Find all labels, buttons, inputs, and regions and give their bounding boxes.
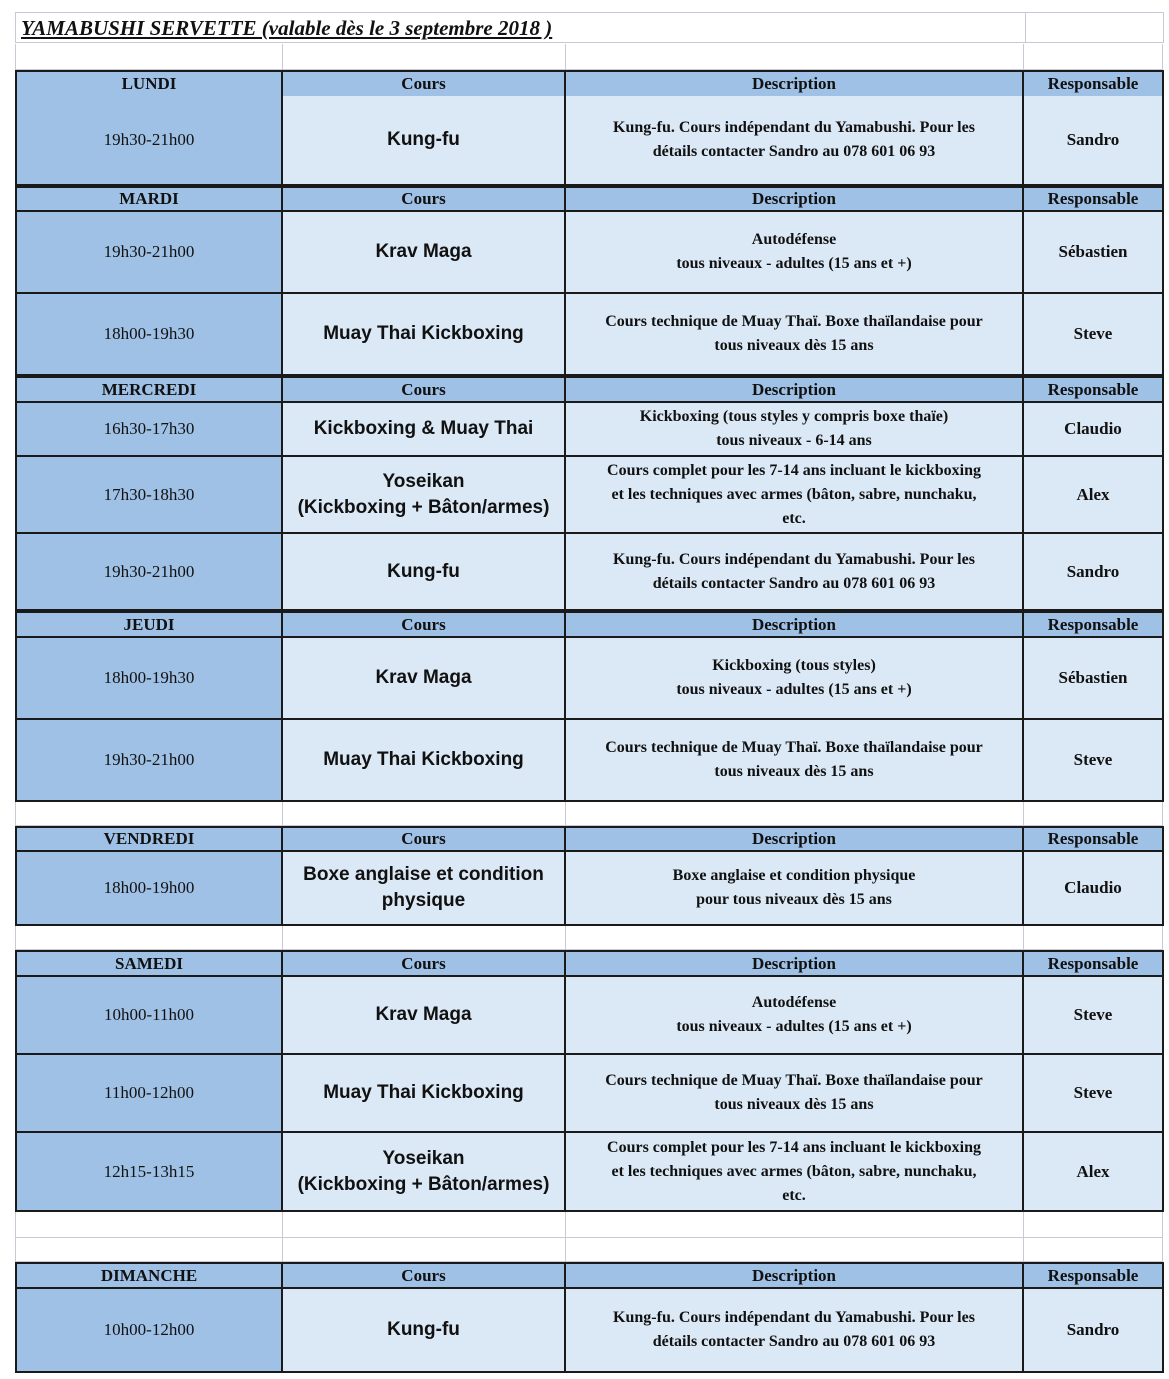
column-header-description bbox=[566, 950, 1024, 977]
responsable-cell-text: Steve bbox=[1073, 1083, 1113, 1102]
course-cell-text: Muay Thai Kickboxing bbox=[323, 749, 524, 770]
empty-cell bbox=[15, 1212, 283, 1238]
responsable-cell bbox=[1024, 403, 1164, 457]
course-cell bbox=[283, 403, 566, 457]
column-header-description-text: Description bbox=[751, 1265, 837, 1285]
time-cell bbox=[15, 1055, 283, 1133]
time-cell bbox=[15, 212, 283, 294]
table-row bbox=[0, 534, 1169, 611]
day-name-text: LUNDI bbox=[121, 74, 177, 93]
header-row-samedi bbox=[0, 950, 1169, 977]
empty-cell bbox=[566, 1238, 1024, 1262]
description-cell-text: Cours complet pour les 7-14 ans incluant le kickboxing et les techniques avec armes (bâton, sabre, nunchaku, etc. bbox=[607, 1138, 981, 1204]
course-cell bbox=[283, 294, 566, 376]
time-cell-text: 19h30-21h00 bbox=[103, 242, 195, 261]
column-header-description bbox=[566, 70, 1024, 98]
responsable-cell-text: Alex bbox=[1076, 484, 1110, 504]
empty-cell bbox=[283, 802, 566, 826]
description-cell-text: Kickboxing (tous styles) tous niveaux - adultes (15 ans et +) bbox=[676, 657, 912, 698]
day-name bbox=[15, 70, 283, 98]
responsable-cell bbox=[1024, 977, 1164, 1055]
description-cell bbox=[566, 1133, 1024, 1212]
time-cell bbox=[15, 534, 283, 611]
responsable-cell bbox=[1024, 1055, 1164, 1133]
course-cell bbox=[283, 534, 566, 611]
column-header-description-text: Description bbox=[751, 189, 837, 208]
course-cell-text: Yoseikan (Kickboxing + Bâton/armes) bbox=[297, 470, 550, 518]
course-cell bbox=[283, 1055, 566, 1133]
course-cell bbox=[283, 96, 566, 186]
column-header-description-text: Description bbox=[751, 379, 837, 399]
course-cell-text: Krav Maga bbox=[375, 241, 472, 262]
course-cell-text: Muay Thai Kickboxing bbox=[323, 323, 524, 344]
time-cell-text: 18h00-19h00 bbox=[103, 878, 195, 897]
page-title: YAMABUSHI SERVETTE (valable dès le 3 septembre 2018 ) bbox=[21, 16, 553, 40]
table-row bbox=[0, 96, 1169, 186]
responsable-cell-text: Alex bbox=[1076, 1161, 1110, 1181]
responsable-cell bbox=[1024, 720, 1164, 802]
table-row bbox=[0, 294, 1169, 376]
time-cell bbox=[15, 294, 283, 376]
responsable-cell-text: Sébastien bbox=[1058, 242, 1128, 261]
empty-cell bbox=[15, 926, 283, 950]
responsable-cell bbox=[1024, 294, 1164, 376]
empty-cell bbox=[283, 1238, 566, 1262]
day-name-text: MERCREDI bbox=[101, 379, 197, 399]
column-header-cours bbox=[283, 70, 566, 98]
day-name bbox=[15, 826, 283, 852]
course-cell bbox=[283, 212, 566, 294]
day-name-text: VENDREDI bbox=[103, 829, 195, 848]
column-header-description bbox=[566, 376, 1024, 403]
responsable-cell-text: Sandro bbox=[1066, 561, 1120, 581]
description-cell bbox=[566, 1055, 1024, 1133]
responsable-cell-text: Sébastien bbox=[1058, 668, 1128, 687]
table-row bbox=[0, 1133, 1169, 1212]
empty-cell bbox=[1024, 44, 1163, 70]
empty-row bbox=[0, 926, 1169, 950]
column-header-responsable-text: Responsable bbox=[1047, 829, 1139, 848]
column-header-responsable-text: Responsable bbox=[1047, 189, 1139, 208]
description-cell bbox=[566, 534, 1024, 611]
time-cell-text: 18h00-19h30 bbox=[103, 668, 195, 687]
description-cell bbox=[566, 403, 1024, 457]
time-cell bbox=[15, 1289, 283, 1373]
column-header-description bbox=[566, 186, 1024, 212]
empty-cell bbox=[1024, 1238, 1163, 1262]
course-cell-text: Kung-fu bbox=[387, 560, 460, 582]
description-cell-text: Cours technique de Muay Thaï. Boxe thaïlandaise pour tous niveaux dès 15 ans bbox=[605, 1072, 983, 1113]
course-cell bbox=[283, 1289, 566, 1373]
column-header-cours bbox=[283, 611, 566, 638]
time-cell bbox=[15, 457, 283, 534]
day-name bbox=[15, 1262, 283, 1289]
description-cell bbox=[566, 977, 1024, 1055]
course-cell-text: Krav Maga bbox=[375, 1004, 472, 1025]
description-cell bbox=[566, 720, 1024, 802]
column-header-responsable bbox=[1024, 1262, 1164, 1289]
course-cell bbox=[283, 638, 566, 720]
description-cell-text: Autodéfense tous niveaux - adultes (15 ans et +) bbox=[676, 994, 912, 1035]
table-row bbox=[0, 1289, 1169, 1373]
column-header-description bbox=[566, 611, 1024, 638]
column-header-responsable bbox=[1024, 376, 1164, 403]
header-row-mercredi bbox=[0, 376, 1169, 403]
responsable-cell-text: Steve bbox=[1073, 324, 1113, 343]
column-header-description bbox=[566, 1262, 1024, 1289]
empty-cell bbox=[566, 1212, 1024, 1238]
description-cell bbox=[566, 852, 1024, 926]
column-header-description bbox=[566, 826, 1024, 852]
empty-cell bbox=[566, 802, 1024, 826]
course-cell-text: Kickboxing & Muay Thai bbox=[313, 418, 534, 439]
column-header-cours bbox=[283, 1262, 566, 1289]
table-row bbox=[0, 852, 1169, 926]
description-cell bbox=[566, 638, 1024, 720]
description-cell-text: Boxe anglaise et condition physique pour tous niveaux dès 15 ans bbox=[672, 867, 916, 908]
time-cell-text: 19h30-21h00 bbox=[103, 750, 195, 769]
empty-row bbox=[0, 44, 1169, 70]
empty-cell bbox=[15, 44, 283, 70]
column-header-cours bbox=[283, 376, 566, 403]
description-cell-text: Kung-fu. Cours indépendant du Yamabushi. Pour les détails contacter Sandro au 078 601 06 93 bbox=[613, 119, 975, 160]
empty-row bbox=[0, 1212, 1169, 1238]
column-header-responsable bbox=[1024, 186, 1164, 212]
responsable-cell bbox=[1024, 212, 1164, 294]
description-cell bbox=[566, 96, 1024, 186]
column-header-responsable bbox=[1024, 950, 1164, 977]
table-row bbox=[0, 720, 1169, 802]
time-cell bbox=[15, 403, 283, 457]
column-header-cours-text: Cours bbox=[401, 189, 446, 208]
course-cell bbox=[283, 852, 566, 926]
description-cell bbox=[566, 1289, 1024, 1373]
responsable-cell-text: Sandro bbox=[1066, 130, 1120, 149]
empty-row bbox=[0, 1238, 1169, 1262]
table-row bbox=[0, 977, 1169, 1055]
description-cell-text: Kung-fu. Cours indépendant du Yamabushi. Pour les détails contacter Sandro au 078 601 06 93 bbox=[613, 1309, 975, 1350]
empty-cell bbox=[15, 1238, 283, 1262]
column-header-description-text: Description bbox=[751, 829, 837, 848]
time-cell bbox=[15, 1133, 283, 1212]
course-cell-text: Krav Maga bbox=[375, 667, 472, 688]
time-cell-text: 19h30-21h00 bbox=[103, 561, 195, 581]
course-cell bbox=[283, 977, 566, 1055]
empty-cell bbox=[1024, 802, 1163, 826]
time-cell bbox=[15, 96, 283, 186]
responsable-cell bbox=[1024, 534, 1164, 611]
day-name-text: SAMEDI bbox=[114, 953, 183, 973]
table-row bbox=[0, 1055, 1169, 1133]
empty-cell bbox=[283, 926, 566, 950]
column-header-cours bbox=[283, 186, 566, 212]
time-cell-text: 19h30-21h00 bbox=[103, 130, 195, 149]
time-cell bbox=[15, 852, 283, 926]
day-name-text: DIMANCHE bbox=[100, 1265, 198, 1285]
column-header-cours-text: Cours bbox=[401, 1265, 446, 1285]
column-header-responsable-text: Responsable bbox=[1047, 379, 1139, 399]
column-header-responsable bbox=[1024, 70, 1164, 98]
responsable-cell-text: Steve bbox=[1073, 1005, 1113, 1024]
description-cell bbox=[566, 294, 1024, 376]
description-cell bbox=[566, 212, 1024, 294]
column-header-responsable-text: Responsable bbox=[1047, 614, 1139, 634]
responsable-cell-text: Steve bbox=[1073, 750, 1113, 769]
time-cell bbox=[15, 977, 283, 1055]
responsable-cell-text: Sandro bbox=[1066, 1320, 1120, 1339]
empty-cell bbox=[283, 1212, 566, 1238]
description-cell-text: Kung-fu. Cours indépendant du Yamabushi. Pour les détails contacter Sandro au 078 601 06 93 bbox=[613, 550, 975, 592]
empty-cell bbox=[1024, 926, 1163, 950]
header-row-jeudi bbox=[0, 611, 1169, 638]
responsable-cell bbox=[1024, 638, 1164, 720]
course-cell bbox=[283, 720, 566, 802]
description-cell-text: Kickboxing (tous styles y compris boxe thaïe) tous niveaux - 6-14 ans bbox=[639, 408, 949, 449]
day-name bbox=[15, 186, 283, 212]
column-header-responsable-text: Responsable bbox=[1047, 74, 1139, 93]
title-row bbox=[15, 12, 1164, 43]
description-cell-text: Cours complet pour les 7-14 ans incluant le kickboxing et les techniques avec armes (bâton, sabre, nunchaku, etc. bbox=[607, 461, 981, 527]
description-cell-text: Cours technique de Muay Thaï. Boxe thaïlandaise pour tous niveaux dès 15 ans bbox=[605, 739, 983, 780]
header-row-mardi bbox=[0, 186, 1169, 212]
time-cell-text: 12h15-13h15 bbox=[103, 1161, 195, 1181]
responsable-cell bbox=[1024, 457, 1164, 534]
time-cell-text: 16h30-17h30 bbox=[103, 419, 195, 438]
column-header-description-text: Description bbox=[751, 953, 837, 973]
empty-cell bbox=[566, 926, 1024, 950]
course-cell-text: Yoseikan (Kickboxing + Bâton/armes) bbox=[297, 1147, 550, 1195]
column-header-responsable-text: Responsable bbox=[1047, 1265, 1139, 1285]
course-cell-text: Kung-fu bbox=[387, 1319, 460, 1340]
empty-cell bbox=[1024, 1212, 1163, 1238]
time-cell bbox=[15, 720, 283, 802]
time-cell-text: 11h00-12h00 bbox=[103, 1083, 195, 1102]
header-row-vendredi bbox=[0, 826, 1169, 852]
day-name-text: JEUDI bbox=[123, 614, 175, 634]
responsable-cell-text: Claudio bbox=[1064, 878, 1122, 897]
empty-cell bbox=[283, 44, 566, 70]
header-row-lundi bbox=[0, 70, 1169, 98]
column-header-cours-text: Cours bbox=[401, 953, 446, 973]
description-cell bbox=[566, 457, 1024, 534]
column-header-cours-text: Cours bbox=[401, 829, 446, 848]
header-row-dimanche bbox=[0, 1262, 1169, 1289]
table-row bbox=[0, 457, 1169, 534]
time-cell-text: 10h00-12h00 bbox=[103, 1320, 195, 1339]
time-cell-text: 10h00-11h00 bbox=[103, 1005, 195, 1024]
day-name bbox=[15, 950, 283, 977]
day-name bbox=[15, 376, 283, 403]
responsable-cell bbox=[1024, 1289, 1164, 1373]
column-header-responsable-text: Responsable bbox=[1047, 953, 1139, 973]
empty-cell bbox=[15, 802, 283, 826]
day-name bbox=[15, 611, 283, 638]
time-cell bbox=[15, 638, 283, 720]
column-header-description-text: Description bbox=[751, 74, 837, 93]
description-cell-text: Autodéfense tous niveaux - adultes (15 ans et +) bbox=[676, 231, 912, 272]
course-cell-text: Boxe anglaise et condition physique bbox=[303, 864, 544, 911]
column-header-description-text: Description bbox=[751, 614, 837, 634]
column-header-responsable bbox=[1024, 611, 1164, 638]
table-row bbox=[0, 212, 1169, 294]
column-header-cours-text: Cours bbox=[401, 614, 446, 634]
table-row bbox=[0, 638, 1169, 720]
empty-cell bbox=[566, 44, 1024, 70]
column-header-cours bbox=[283, 950, 566, 977]
course-cell bbox=[283, 1133, 566, 1212]
description-cell-text: Cours technique de Muay Thaï. Boxe thaïlandaise pour tous niveaux dès 15 ans bbox=[605, 313, 983, 354]
responsable-cell bbox=[1024, 96, 1164, 186]
empty-row bbox=[0, 802, 1169, 826]
responsable-cell-text: Claudio bbox=[1064, 419, 1122, 438]
course-cell-text: Muay Thai Kickboxing bbox=[323, 1082, 524, 1103]
day-name-text: MARDI bbox=[119, 189, 179, 208]
column-header-responsable bbox=[1024, 826, 1164, 852]
column-header-cours-text: Cours bbox=[401, 379, 446, 399]
responsable-cell bbox=[1024, 852, 1164, 926]
column-header-cours bbox=[283, 826, 566, 852]
course-cell bbox=[283, 457, 566, 534]
column-header-cours-text: Cours bbox=[401, 74, 446, 93]
course-cell-text: Kung-fu bbox=[387, 129, 460, 150]
responsable-cell bbox=[1024, 1133, 1164, 1212]
time-cell-text: 17h30-18h30 bbox=[103, 484, 195, 504]
time-cell-text: 18h00-19h30 bbox=[103, 324, 195, 343]
table-row bbox=[0, 403, 1169, 457]
